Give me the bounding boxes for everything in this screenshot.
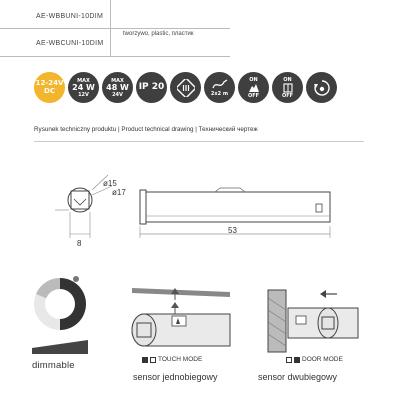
header-row-1	[0, 10, 400, 28]
touch-mode-empty-box	[150, 357, 156, 363]
cable-length: 2x2 m	[210, 90, 229, 97]
voltage-type: DC	[44, 87, 55, 95]
technical-drawing-caption: Rysunek techniczny produktu | Product technical drawing | Технический чертеж	[34, 126, 258, 133]
touch-mode-illustration	[120, 280, 240, 355]
on-label: ON	[249, 76, 258, 83]
door-mode-indicator	[286, 356, 343, 363]
driver-icon	[170, 72, 201, 103]
length-label: 53	[228, 226, 237, 235]
dimmer-hand-icon	[306, 72, 337, 103]
door-on-label: ON	[283, 76, 292, 83]
door-mode-filled-box	[294, 357, 300, 363]
max-label-12v: MAX	[77, 77, 90, 84]
header-vertical-divider	[110, 0, 111, 56]
door-mode-empty-box	[286, 357, 292, 363]
dimmable-label: dimmable	[32, 360, 75, 371]
sensor-double-label: sensor dwubiegowy	[258, 372, 338, 382]
max-volt-12v: 12V	[78, 91, 89, 98]
touch-mode-filled-box	[142, 357, 148, 363]
door-mode-label: DOOR MODE	[302, 356, 343, 363]
diameter-17-label: ø17	[112, 188, 126, 197]
door-off-label: OFF	[281, 92, 294, 99]
touch-mode-indicator	[142, 356, 202, 363]
technical-drawing	[0, 150, 400, 250]
cable-icon	[204, 72, 235, 103]
hand-switch-icon	[238, 72, 269, 103]
door-switch-icon	[272, 72, 303, 103]
ip-rating-value: IP 20	[138, 82, 165, 92]
door-mode-illustration	[262, 280, 372, 355]
product-code-2: AE-WBCUNI-10DIM	[36, 40, 104, 47]
material-text: tworzywo, plastic, пластик	[123, 31, 194, 37]
off-label: OFF	[247, 92, 260, 99]
max-volt-24v: 24V	[112, 91, 123, 98]
sensor-single-label: sensor jednobiegowy	[133, 372, 218, 382]
header-row-2	[0, 37, 400, 55]
ip-rating-icon	[136, 72, 167, 103]
touch-mode-label: TOUCH MODE	[158, 356, 203, 363]
header-divider	[0, 28, 230, 29]
max-power-24v-icon	[102, 72, 133, 103]
width-label: 8	[77, 239, 82, 248]
voltage-value: 12-24V	[35, 79, 64, 87]
dimmer-ring-illustration	[28, 270, 93, 355]
spec-icons-row	[34, 72, 337, 106]
voltage-icon	[34, 72, 65, 103]
max-watt-24v: 48 W	[106, 82, 129, 92]
max-watt-12v: 24 W	[72, 82, 95, 92]
header-bottom-line	[0, 56, 230, 57]
max-power-12v-icon	[68, 72, 99, 103]
product-code-1: AE-WBBUNI-10DIM	[36, 13, 104, 20]
diameter-15-label: ø15	[103, 179, 117, 188]
caption-underline	[34, 141, 364, 142]
max-label-24v: MAX	[111, 77, 124, 84]
